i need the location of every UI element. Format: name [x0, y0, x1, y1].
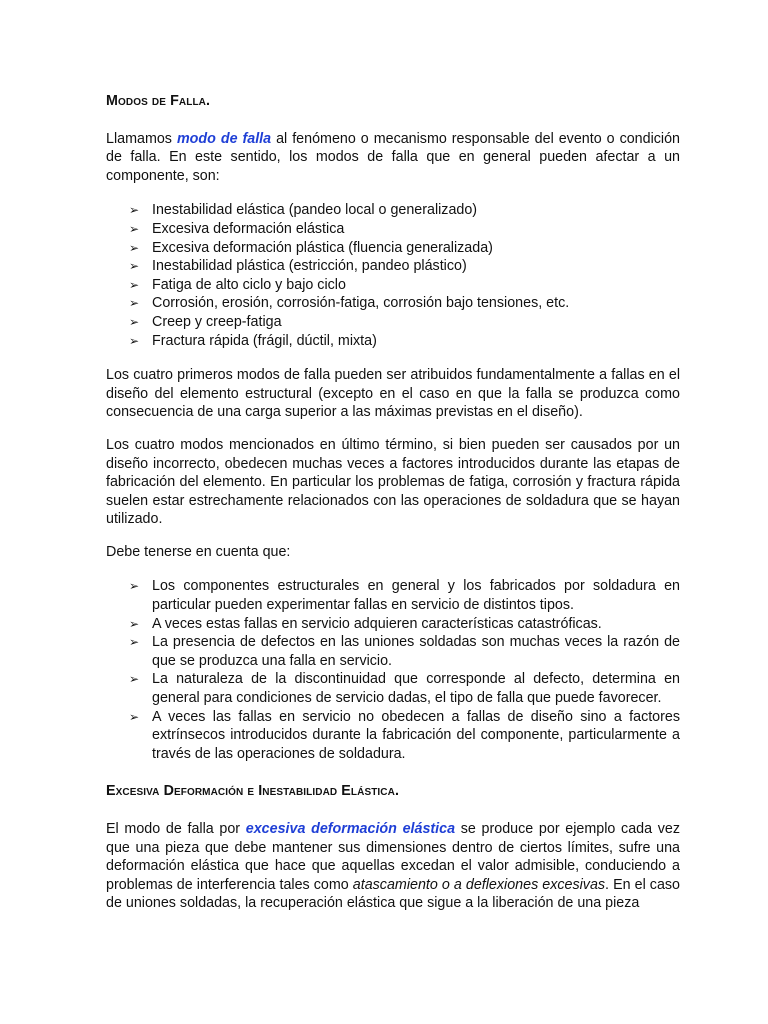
arrow-bullet-icon: ➢	[129, 333, 140, 348]
paragraph-debe-tenerse: Debe tenerse en cuenta que:	[106, 543, 291, 560]
paragraph-first-four-modes: Los cuatro primeros modos de falla pueden ser atribuidos fundamentalmente a fallas en el diseño del elemento estructural (excepto en el caso en que la falla se produzca como consecuencia de una carga superior a las máximas previstas en el diseño).	[106, 367, 680, 421]
section-heading-excesiva-deformacion: Excesiva Deformación e Inestabilidad Elástica.	[106, 783, 400, 800]
list-item: ➢ Excesiva deformación plástica (fluencia generalizada)	[129, 239, 493, 256]
arrow-bullet-icon: ➢	[129, 259, 140, 274]
intro-paragraph	[106, 130, 680, 186]
list-item: ➢ La presencia de defectos en las uniones soldadas son muchas veces la razón de que se produzca una falla en servicio.	[129, 634, 680, 669]
list-item: ➢ A veces estas fallas en servicio adquieren características catastróficas.	[129, 615, 602, 632]
intro-text-pre: Llamamos	[106, 130, 177, 147]
arrow-bullet-icon: ➢	[129, 203, 140, 218]
section-heading-modos-de-falla: Modos de Falla.	[106, 93, 211, 109]
document-page	[106, 92, 680, 913]
list-item: ➢ Excesiva deformación elástica	[129, 220, 345, 237]
arrow-bullet-icon: ➢	[129, 221, 140, 236]
arrow-bullet-icon: ➢	[129, 579, 140, 594]
arrow-bullet-icon: ➢	[129, 314, 140, 329]
arrow-bullet-icon: ➢	[129, 709, 140, 724]
highlight-term-excesiva-deformacion: excesiva deformación elástica	[245, 821, 456, 837]
intro-text-post: al fenómeno o mecanismo responsable del evento o condición de falla. En este sentido, los modos de falla que en general pueden afectar a un componente, son:	[106, 130, 680, 184]
italic-phrase: atascamiento o a deflexiones excesivas	[352, 876, 606, 893]
list-item: ➢ Fatiga de alto ciclo y bajo ciclo	[129, 276, 346, 293]
list-item: ➢ A veces las fallas en servicio no obedecen a fallas de diseño sino a factores extrínsecos introducidos durante la fabricación del componente, particularmente a través de las operaciones de soldadura.	[129, 708, 680, 762]
list-item: ➢ Creep y creep-fatiga	[129, 313, 282, 330]
list-item: ➢ Los componentes estructurales en general y los fabricados por soldadura en particular pueden experimentar fallas en servicio de distintos tipos.	[129, 578, 680, 614]
paragraph-excesiva-deformacion: El modo de falla por excesiva deformación elástica se produce por ejemplo cada vez que una pieza que debe mantener sus dimensiones dentro de ciertos límites, sufre una deformación elástica que hace que aquellas excedan el valor admisible, conduciendo a problemas de interferencia tales como atascamiento o a deflexiones excesivas. En el caso de uniones soldadas, la recuperación elástica que sigue a la liberación de una pieza	[106, 821, 680, 912]
failure-modes-list	[106, 201, 680, 350]
list-item: ➢ Fractura rápida (frágil, dúctil, mixta)	[129, 332, 377, 349]
arrow-bullet-icon: ➢	[129, 672, 140, 687]
highlight-term-modo-de-falla: modo de falla	[176, 130, 272, 147]
list-item: ➢ Corrosión, erosión, corrosión-fatiga, corrosión bajo tensiones, etc.	[129, 295, 570, 312]
considerations-list	[106, 577, 680, 763]
arrow-bullet-icon: ➢	[129, 296, 140, 311]
list-item: ➢ Inestabilidad elástica (pandeo local o generalizado)	[129, 202, 478, 219]
arrow-bullet-icon: ➢	[129, 277, 140, 292]
arrow-bullet-icon: ➢	[129, 635, 140, 650]
paragraph-last-four-modes: Los cuatro modos mencionados en último término, si bien pueden ser causados por un diseño incorrecto, obedecen muchas veces a factores introducidos durante las etapas de fabricación del elemento. En particular los problemas de fatiga, corrosión y fractura rápida suelen estar estrechamente relacionados con las operaciones de soldadura que se hayan utilizado.	[106, 436, 680, 528]
arrow-bullet-icon: ➢	[129, 240, 140, 255]
arrow-bullet-icon: ➢	[129, 616, 140, 631]
list-item: ➢ Inestabilidad plástica (estricción, pandeo plástico)	[129, 258, 467, 275]
list-item: ➢ La naturaleza de la discontinuidad que corresponde al defecto, determina en general para condiciones de servicio dadas, el tipo de falla que puede favorecer.	[129, 671, 680, 707]
